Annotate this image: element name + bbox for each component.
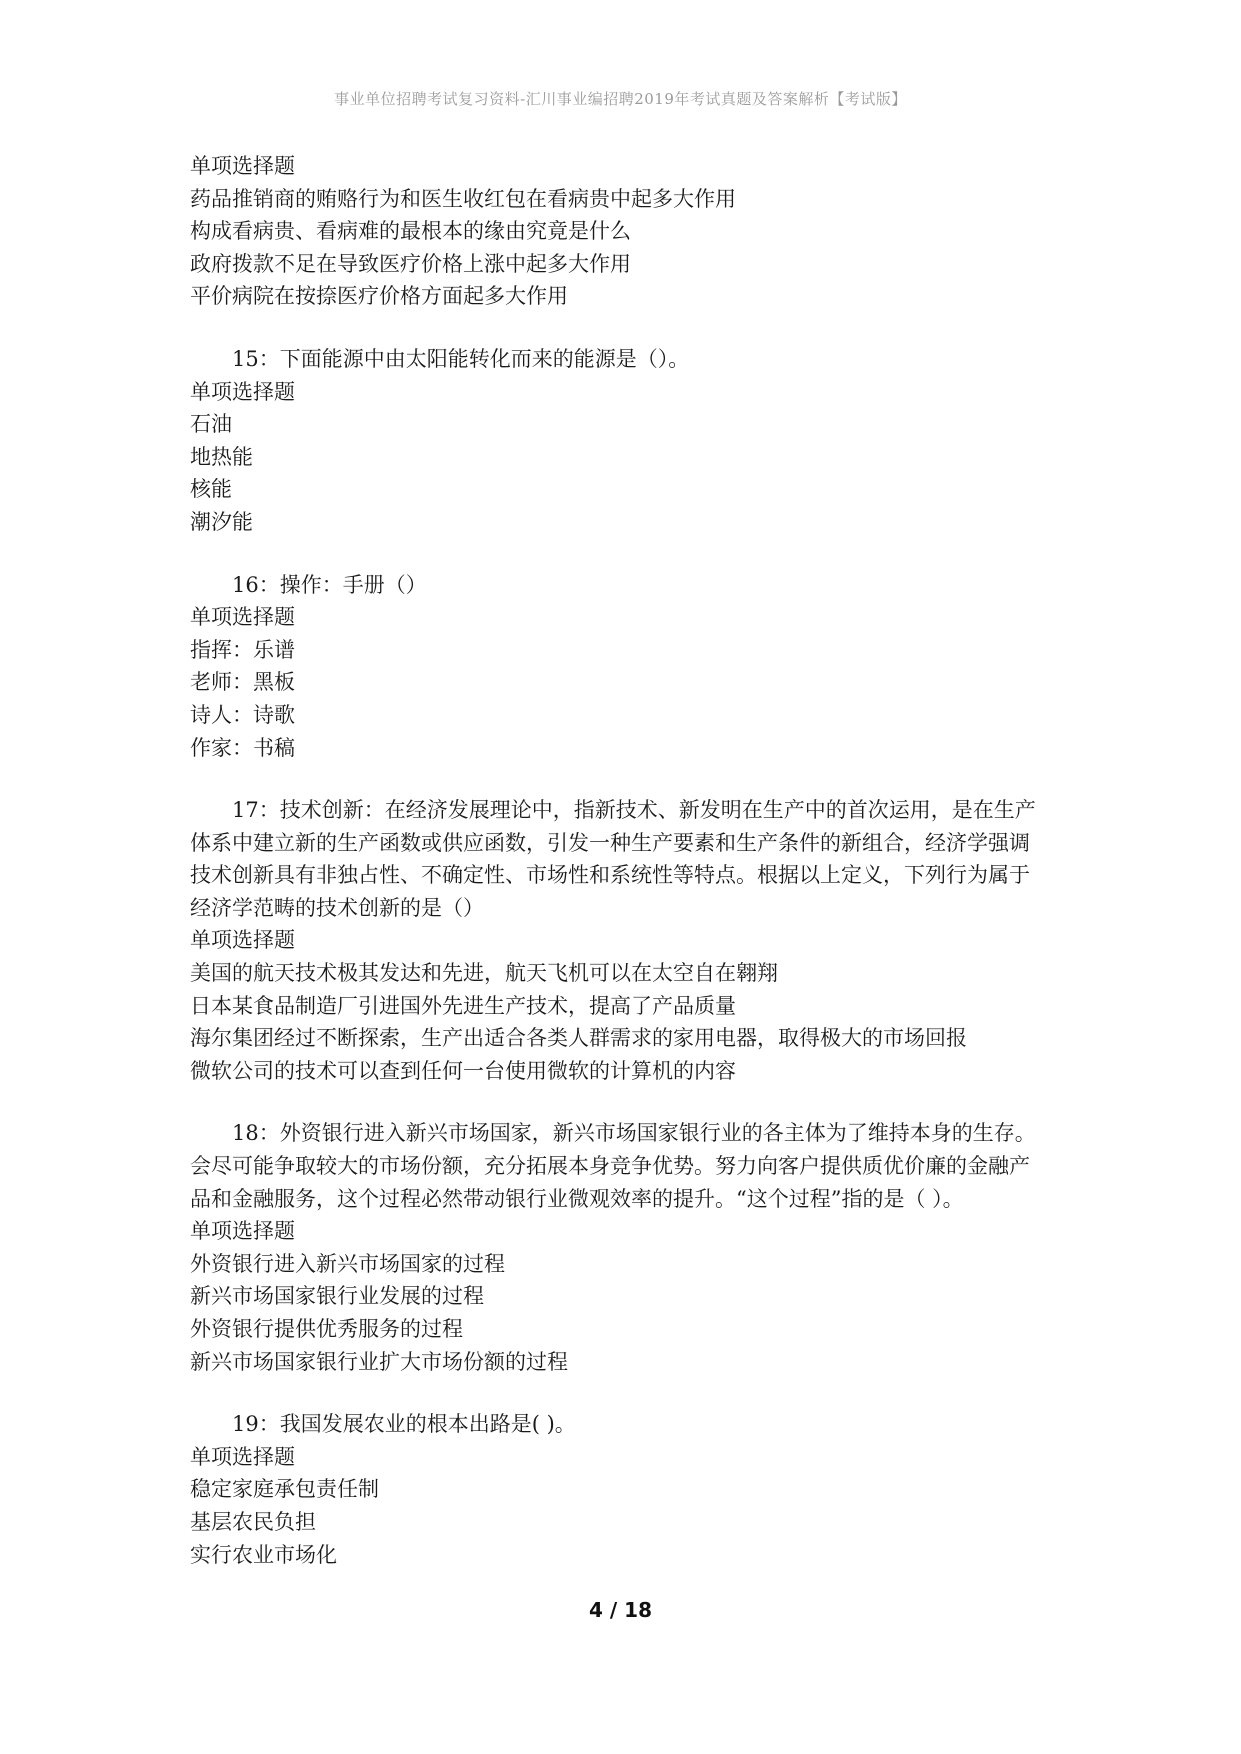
option-b: 日本某食品制造厂引进国外先进生产技术，提高了产品质量 (190, 993, 736, 1018)
question-stem-line-2: 会尽可能争取较大的市场份额，充分拓展本身竞争优势。努力向客户提供质优价廉的金融产 (190, 1154, 1030, 1179)
question-19 (190, 1408, 1090, 1571)
option-b: 基层农民负担 (190, 1509, 316, 1534)
question-stem: 19：我国发展农业的根本出路是( )。 (232, 1412, 576, 1437)
option-c: 政府拨款不足在导致医疗价格上涨中起多大作用 (190, 251, 631, 276)
option-d: 新兴市场国家银行业扩大市场份额的过程 (190, 1349, 568, 1374)
question-stem-line-4: 经济学范畴的技术创新的是（） (190, 895, 484, 920)
option-a: 稳定家庭承包责任制 (190, 1477, 379, 1502)
question-stem-line-2: 体系中建立新的生产函数或供应函数，引发一种生产要素和生产条件的新组合，经济学强调 (190, 830, 1030, 855)
question-stem-line-1: 17：技术创新：在经济发展理论中，指新技术、新发明在生产中的首次运用，是在生产 (232, 798, 1036, 823)
document-body (190, 150, 1090, 1571)
option-c: 诗人：诗歌 (190, 702, 295, 727)
question-18 (190, 1117, 1090, 1378)
option-d: 潮汐能 (190, 509, 253, 534)
question-17 (190, 794, 1090, 1087)
option-d: 平价病院在按捺医疗价格方面起多大作用 (190, 284, 568, 309)
question-15 (190, 343, 1090, 539)
option-a: 外资银行进入新兴市场国家的过程 (190, 1251, 505, 1276)
option-c: 核能 (190, 477, 232, 502)
option-b: 地热能 (190, 444, 253, 469)
page-number: 4 / 18 (589, 1598, 652, 1622)
question-14-continuation (190, 150, 1090, 313)
option-a: 石油 (190, 412, 232, 437)
option-d: 微软公司的技术可以查到任何一台使用微软的计算机的内容 (190, 1058, 736, 1083)
document-header: 事业单位招聘考试复习资料-汇川事业编招聘2019年考试真题及答案解析【考试版】 (334, 90, 907, 108)
question-stem-line-1: 18：外资银行进入新兴市场国家，新兴市场国家银行业的各主体为了维持本身的生存。 (232, 1121, 1036, 1146)
option-a: 指挥：乐谱 (190, 637, 295, 662)
question-type: 单项选择题 (190, 379, 295, 404)
question-type: 单项选择题 (190, 154, 295, 178)
question-type: 单项选择题 (190, 928, 295, 953)
option-a: 美国的航天技术极其发达和先进，航天飞机可以在太空自在翱翔 (190, 961, 778, 986)
option-d: 作家：书稿 (190, 735, 295, 760)
question-stem-line-3: 品和金融服务，这个过程必然带动银行业微观效率的提升。“这个过程”指的是（ ）。 (190, 1186, 964, 1211)
option-b: 新兴市场国家银行业发展的过程 (190, 1284, 484, 1309)
question-type: 单项选择题 (190, 1219, 295, 1244)
option-a: 药品推销商的贿赂行为和医生收红包在看病贵中起多大作用 (190, 186, 736, 211)
option-c: 海尔集团经过不断探索，生产出适合各类人群需求的家用电器，取得极大的市场回报 (190, 1026, 967, 1051)
question-stem: 16：操作：手册（） (232, 572, 427, 597)
option-c: 实行农业市场化 (190, 1542, 337, 1567)
question-stem-line-3: 技术创新具有非独占性、不确定性、市场性和系统性等特点。根据以上定义，下列行为属于 (190, 863, 1030, 888)
question-stem: 15：下面能源中由太阳能转化而来的能源是（）。 (232, 346, 690, 371)
option-b: 老师：黑板 (190, 670, 295, 695)
question-type: 单项选择题 (190, 605, 295, 630)
question-type: 单项选择题 (190, 1444, 295, 1469)
option-c: 外资银行提供优秀服务的过程 (190, 1317, 463, 1341)
question-16 (190, 569, 1090, 765)
option-b: 构成看病贵、看病难的最根本的缘由究竟是什么 (190, 219, 631, 244)
